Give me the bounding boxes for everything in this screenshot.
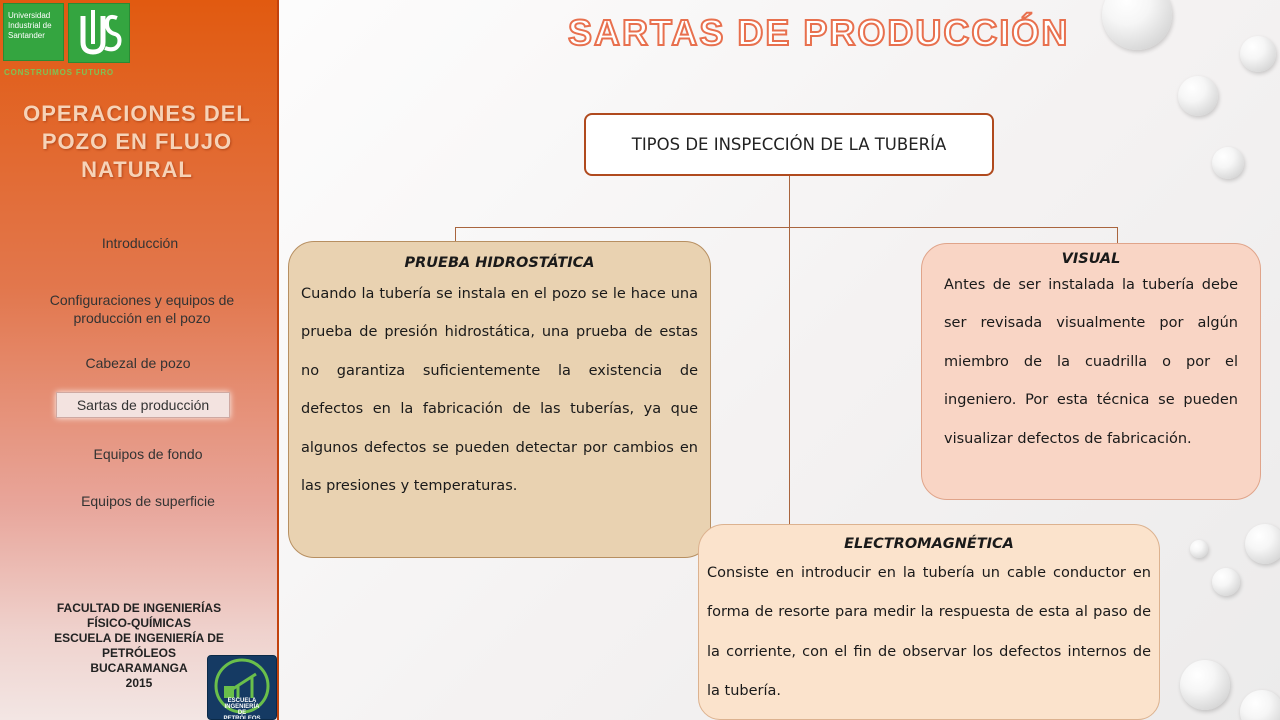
faculty-line: FACULTAD DE INGENIERÍAS xyxy=(56,601,222,615)
nav-equipos-de-fondo[interactable]: Equipos de fondo xyxy=(93,446,203,462)
card-text: Consiste en introducir en la tubería un cable conductor en forma de resorte para medir la respuesta de esta al paso de la corriente, con el fin de observar los defectos internos de la tubería. xyxy=(707,565,1151,700)
decorative-bubble xyxy=(1178,76,1218,116)
section-title-line: POZO EN FLUJO xyxy=(41,129,233,154)
section-title-line: NATURAL xyxy=(81,157,193,182)
decorative-bubble xyxy=(1245,524,1280,564)
connector-line xyxy=(789,176,790,526)
university-logo xyxy=(3,3,64,61)
card-text: Antes de ser instalada la tubería debe ser revisada visualmente por algún miembro de la cuadrilla o por el ingeniero. Por esta técnica se pueden visualizar defectos de fabricación. xyxy=(944,277,1238,447)
faculty-line: 2015 xyxy=(125,676,153,690)
card-title: PRUEBA HIDROSTÁTICA xyxy=(404,255,595,271)
sidebar xyxy=(0,0,279,720)
section-title-line: OPERACIONES DEL xyxy=(23,101,251,126)
nav-introduccion[interactable]: Introducción xyxy=(101,235,179,251)
connector-line xyxy=(455,227,456,242)
card-visual xyxy=(921,243,1261,500)
decorative-bubble xyxy=(1190,540,1208,558)
nav-equipos-de-superficie[interactable]: Equipos de superficie xyxy=(81,493,215,509)
faculty-line: PETRÓLEOS xyxy=(101,646,176,660)
logo-tagline: CONSTRUIMOS FUTURO xyxy=(4,68,114,77)
nav-configuraciones[interactable]: Configuraciones y equipos de producción en el pozo xyxy=(49,292,235,326)
connector-line xyxy=(1117,227,1118,244)
school-logo-line: ESCUELA xyxy=(227,698,257,704)
school-logo-line: PETRÓLEOS xyxy=(223,716,261,720)
decorative-bubble xyxy=(1212,147,1244,179)
card-title: VISUAL xyxy=(1061,251,1121,267)
connector-line xyxy=(455,227,1118,228)
decorative-bubble xyxy=(1240,36,1276,72)
school-logo-line: DE xyxy=(237,710,247,716)
page-title: SARTAS DE PRODUCCIÓN xyxy=(568,12,1070,53)
logo-line: Industrial de xyxy=(8,21,52,30)
school-logo xyxy=(207,655,277,720)
decorative-bubble xyxy=(1240,690,1280,720)
decorative-bubble xyxy=(1212,568,1240,596)
card-title: ELECTROMAGNÉTICA xyxy=(844,536,1014,552)
decorative-bubble xyxy=(1102,0,1172,50)
decorative-bubble xyxy=(1180,660,1230,710)
card-electromagnetica xyxy=(698,524,1160,720)
diagram-root-node: TIPOS DE INSPECCIÓN DE LA TUBERÍA xyxy=(584,113,994,176)
section-title xyxy=(12,100,262,184)
faculty-line: ESCUELA DE INGENIERÍA DE xyxy=(54,631,224,645)
school-logo-line: INGENIERÍA xyxy=(224,704,260,710)
school-logo-text xyxy=(208,698,276,720)
faculty-line: FÍSICO-QUÍMICAS xyxy=(87,616,191,630)
logo-line: Universidad xyxy=(8,11,51,20)
card-prueba-hidrostatica xyxy=(288,241,711,558)
faculty-line: BUCARAMANGA xyxy=(90,661,188,675)
uis-mark-icon xyxy=(68,3,130,63)
nav-sartas-de-produccion[interactable]: Sartas de producción xyxy=(56,392,230,418)
nav-cabezal-de-pozo[interactable]: Cabezal de pozo xyxy=(85,355,191,371)
logo-line: Santander xyxy=(8,31,45,40)
card-text: Cuando la tubería se instala en el pozo se le hace una prueba de presión hidrostática, una prueba de estas no garantiza suficientemente la existencia de defectos en la fabricación de las tuberías, ya que algunos defectos se pueden detectar por cambios en las presiones y temperaturas. xyxy=(301,286,698,495)
